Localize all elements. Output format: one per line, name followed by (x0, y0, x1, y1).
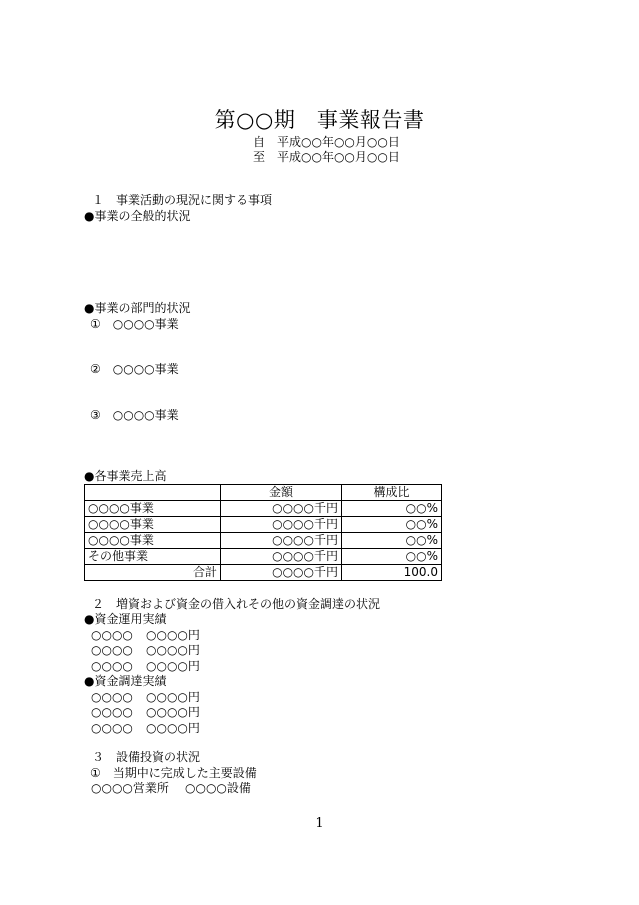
section-3-heading: ３ 設備投資の状況 (92, 750, 201, 764)
overall-status-heading: ●事業の全般的状況 (84, 209, 191, 223)
table-row (85, 501, 442, 517)
ratio-cell: ○○% (342, 501, 442, 517)
amount-cell: ○○○○千円 (221, 549, 342, 565)
department-item-1: ① ○○○○事業 (90, 317, 179, 331)
completed-equipment-heading: ① 当期中に完成した主要設備 (90, 766, 257, 780)
fund-use-item-name: ○○○○ (91, 628, 133, 642)
total-ratio-cell: 100.0 (342, 565, 442, 581)
fund-raise-item-amount: ○○○○円 (146, 690, 200, 704)
amount-cell: ○○○○千円 (221, 533, 342, 549)
section-1-heading: １ 事業活動の現況に関する事項 (92, 193, 273, 207)
section-2-heading: ２ 増資および資金の借入れその他の資金調達の状況 (92, 597, 381, 611)
period-from: 自 平成○○年○○月○○日 (253, 135, 400, 149)
fund-use-item-amount: ○○○○円 (146, 628, 200, 642)
table-row (85, 549, 442, 565)
fund-raise-item-name: ○○○○ (91, 690, 133, 704)
total-label-cell: 合計 (85, 565, 221, 581)
table-row (85, 533, 442, 549)
amount-cell: ○○○○千円 (221, 517, 342, 533)
equipment-name: ○○○○設備 (185, 781, 251, 795)
department-item-2: ② ○○○○事業 (90, 362, 179, 376)
business-name-cell: その他事業 (85, 549, 221, 565)
table-header-row (85, 485, 442, 501)
fund-raise-item-name: ○○○○ (91, 705, 133, 719)
department-item-3: ③ ○○○○事業 (90, 408, 179, 422)
business-name-cell: ○○○○事業 (85, 501, 221, 517)
ratio-cell: ○○% (342, 533, 442, 549)
fund-raise-item-name: ○○○○ (91, 721, 133, 735)
fund-raise-heading: ●資金調達実績 (84, 674, 167, 688)
business-name-cell: ○○○○事業 (85, 533, 221, 549)
table-header-cell: 金額 (221, 485, 342, 501)
fund-use-item-amount: ○○○○円 (146, 659, 200, 673)
table-header-cell: 構成比 (342, 485, 442, 501)
sales-table (84, 484, 442, 581)
department-status-heading: ●事業の部門的状況 (84, 301, 191, 315)
amount-cell: ○○○○千円 (221, 501, 342, 517)
page-number: 1 (315, 816, 324, 831)
fund-raise-item-amount: ○○○○円 (146, 721, 200, 735)
equipment-location: ○○○○営業所 (91, 781, 169, 795)
period-to: 至 平成○○年○○月○○日 (253, 150, 400, 164)
document-title: 第○○期 事業報告書 (214, 108, 425, 132)
table-total-row (85, 565, 442, 581)
total-amount-cell: ○○○○千円 (221, 565, 342, 581)
table-row (85, 517, 442, 533)
fund-use-item-amount: ○○○○円 (146, 643, 200, 657)
ratio-cell: ○○% (342, 549, 442, 565)
business-name-cell: ○○○○事業 (85, 517, 221, 533)
ratio-cell: ○○% (342, 517, 442, 533)
fund-use-item-name: ○○○○ (91, 643, 133, 657)
fund-use-item-name: ○○○○ (91, 659, 133, 673)
fund-raise-item-amount: ○○○○円 (146, 705, 200, 719)
sales-heading: ●各事業売上高 (84, 469, 167, 483)
fund-use-heading: ●資金運用実績 (84, 612, 167, 626)
table-header-cell (85, 485, 221, 501)
